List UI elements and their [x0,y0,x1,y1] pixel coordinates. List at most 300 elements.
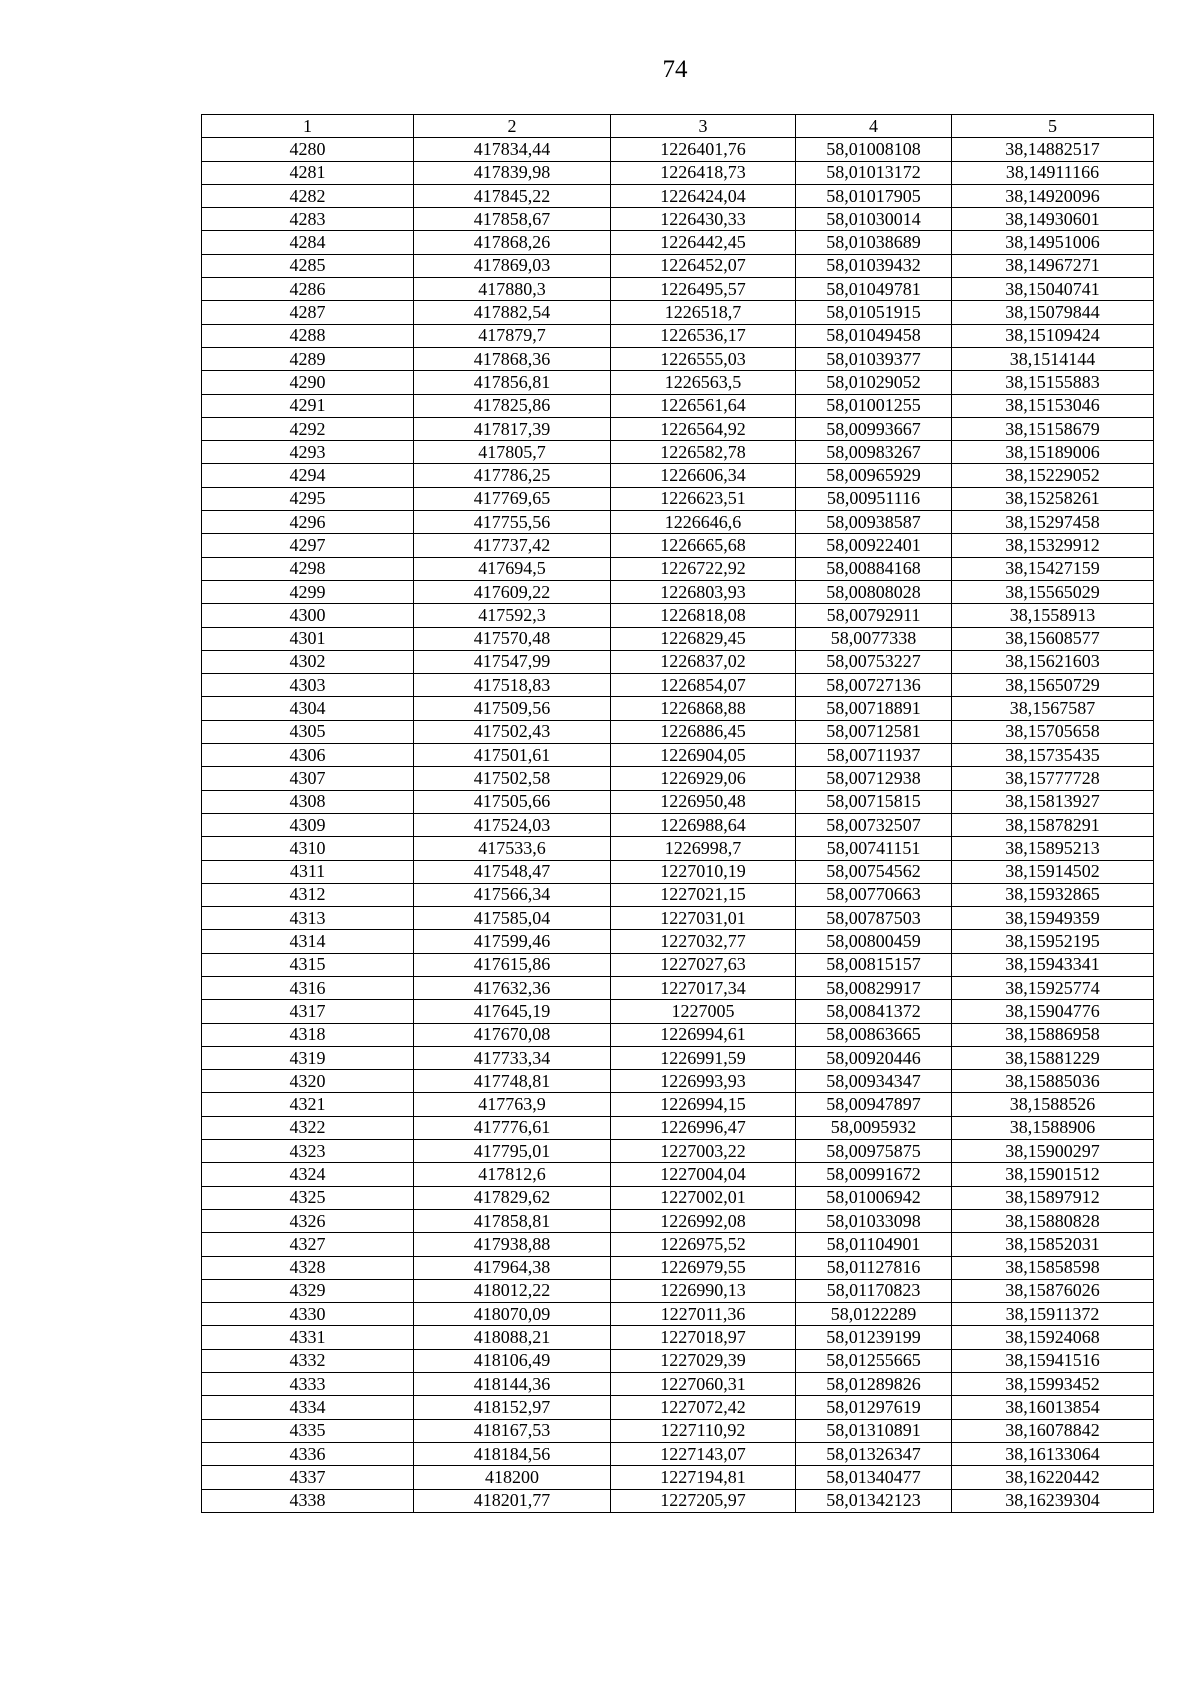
table-cell: 4300 [202,604,414,627]
table-cell: 1226518,7 [611,301,796,324]
table-cell: 417812,6 [414,1163,611,1186]
table-cell: 58,00947897 [796,1093,952,1116]
table-cell: 1226646,6 [611,511,796,534]
table-cell: 4332 [202,1349,414,1372]
table-cell: 4297 [202,534,414,557]
table-cell: 38,15705658 [952,720,1154,743]
table-cell: 38,15904776 [952,1000,1154,1023]
table-cell: 38,15153046 [952,394,1154,417]
table-cell: 38,15932865 [952,883,1154,906]
table-cell: 4301 [202,627,414,650]
table-cell: 58,00800459 [796,930,952,953]
table-cell: 1226606,34 [611,464,796,487]
table-cell: 58,01239199 [796,1326,952,1349]
table-cell: 4312 [202,883,414,906]
table-cell: 38,15876026 [952,1279,1154,1302]
table-cell: 418184,56 [414,1442,611,1465]
table-cell: 38,16239304 [952,1489,1154,1512]
table-row [202,1442,1154,1465]
table-cell: 1227017,34 [611,976,796,999]
table-cell: 4298 [202,557,414,580]
table-cell: 38,15427159 [952,557,1154,580]
table-cell: 4319 [202,1046,414,1069]
table-cell: 38,15881229 [952,1046,1154,1069]
table-cell: 58,00712581 [796,720,952,743]
table-cell: 38,15943341 [952,953,1154,976]
table-cell: 417879,7 [414,324,611,347]
table-cell: 4325 [202,1186,414,1209]
table-cell: 417748,81 [414,1070,611,1093]
table-cell: 417868,26 [414,231,611,254]
table-cell: 417856,81 [414,371,611,394]
table-cell: 38,15886958 [952,1023,1154,1046]
table-cell: 38,15941516 [952,1349,1154,1372]
table-cell: 38,16078842 [952,1419,1154,1442]
table-cell: 58,00711937 [796,744,952,767]
table-row [202,394,1154,417]
table-cell: 1227003,22 [611,1140,796,1163]
table-cell: 417776,61 [414,1116,611,1139]
table-cell: 417502,43 [414,720,611,743]
table-cell: 58,01310891 [796,1419,952,1442]
table-row [202,744,1154,767]
table-cell: 58,00753227 [796,650,952,673]
table-cell: 4287 [202,301,414,324]
table-cell: 58,0122289 [796,1303,952,1326]
table-cell: 1227002,01 [611,1186,796,1209]
table-cell: 417805,7 [414,441,611,464]
table-cell: 418167,53 [414,1419,611,1442]
table-cell: 418152,97 [414,1396,611,1419]
table-cell: 38,15735435 [952,744,1154,767]
table-row [202,324,1154,347]
table-cell: 4320 [202,1070,414,1093]
table-cell: 58,00808028 [796,580,952,603]
table-cell: 38,15901512 [952,1163,1154,1186]
table-cell: 58,01342123 [796,1489,952,1512]
table-cell: 38,15813927 [952,790,1154,813]
table-cell: 1227110,92 [611,1419,796,1442]
table-cell: 4283 [202,208,414,231]
table-cell: 417585,04 [414,907,611,930]
table-cell: 4335 [202,1419,414,1442]
table-cell: 4307 [202,767,414,790]
table-cell: 1226996,47 [611,1116,796,1139]
table-cell: 58,01039377 [796,347,952,370]
table-cell: 1227004,04 [611,1163,796,1186]
table-cell: 1227205,97 [611,1489,796,1512]
table-cell: 1227029,39 [611,1349,796,1372]
table-cell: 38,1588526 [952,1093,1154,1116]
table-cell: 417501,61 [414,744,611,767]
table-cell: 1227060,31 [611,1373,796,1396]
table-cell: 38,1558913 [952,604,1154,627]
table-row [202,1070,1154,1093]
table-row [202,1233,1154,1256]
table-cell: 1226818,08 [611,604,796,627]
table-cell: 417615,86 [414,953,611,976]
table-cell: 1226904,05 [611,744,796,767]
table-cell: 4291 [202,394,414,417]
table-cell: 4313 [202,907,414,930]
table-cell: 58,0077338 [796,627,952,650]
table-row [202,1466,1154,1489]
table-cell: 58,00815157 [796,953,952,976]
table-cell: 1226401,76 [611,138,796,161]
table-cell: 1226998,7 [611,837,796,860]
table-cell: 4302 [202,650,414,673]
table-cell: 4286 [202,278,414,301]
table-cell: 1226452,07 [611,254,796,277]
table-cell: 38,15777728 [952,767,1154,790]
table-cell: 1227011,36 [611,1303,796,1326]
table-row [202,1303,1154,1326]
table-cell: 58,00792911 [796,604,952,627]
table-row [202,1256,1154,1279]
table-cell: 417845,22 [414,184,611,207]
table-row [202,720,1154,743]
table-cell: 4333 [202,1373,414,1396]
table-cell: 4299 [202,580,414,603]
table-cell: 417868,36 [414,347,611,370]
table-cell: 38,15885036 [952,1070,1154,1093]
table-cell: 58,01289826 [796,1373,952,1396]
table-cell: 38,15189006 [952,441,1154,464]
table-row [202,1000,1154,1023]
table-cell: 58,00770663 [796,883,952,906]
table-cell: 58,00934347 [796,1070,952,1093]
table-cell: 417880,3 [414,278,611,301]
table-cell: 38,14920096 [952,184,1154,207]
table-cell: 58,01127816 [796,1256,952,1279]
table-row [202,813,1154,836]
table-row [202,161,1154,184]
table-cell: 58,01049781 [796,278,952,301]
table-cell: 417825,86 [414,394,611,417]
table-cell: 4338 [202,1489,414,1512]
table-row [202,208,1154,231]
table-cell: 1226829,45 [611,627,796,650]
table-cell: 4310 [202,837,414,860]
table-cell: 38,15911372 [952,1303,1154,1326]
page-number: 74 [662,56,688,83]
table-cell: 1227010,19 [611,860,796,883]
table-cell: 1226665,68 [611,534,796,557]
table-cell: 4329 [202,1279,414,1302]
table-cell: 417570,48 [414,627,611,650]
table-row [202,790,1154,813]
table-cell: 4293 [202,441,414,464]
table-cell: 1226868,88 [611,697,796,720]
table-row [202,1209,1154,1232]
table-row [202,254,1154,277]
table-cell: 1226722,92 [611,557,796,580]
table-cell: 58,00991672 [796,1163,952,1186]
table-cell: 4323 [202,1140,414,1163]
table-cell: 4336 [202,1442,414,1465]
table-cell: 38,15258261 [952,487,1154,510]
table-row [202,580,1154,603]
table-cell: 58,01170823 [796,1279,952,1302]
table-cell: 417755,56 [414,511,611,534]
table-cell: 417882,54 [414,301,611,324]
table-cell: 58,00951116 [796,487,952,510]
table-row [202,278,1154,301]
table-row [202,1093,1154,1116]
table-row [202,650,1154,673]
table-cell: 4330 [202,1303,414,1326]
table-cell: 58,00938587 [796,511,952,534]
table-cell: 38,1588906 [952,1116,1154,1139]
table-cell: 1226555,03 [611,347,796,370]
table-cell: 417645,19 [414,1000,611,1023]
table-cell: 58,01006942 [796,1186,952,1209]
table-cell: 4282 [202,184,414,207]
table-cell: 38,1567587 [952,697,1154,720]
table-cell: 417938,88 [414,1233,611,1256]
table-row [202,347,1154,370]
table-cell: 38,15897912 [952,1186,1154,1209]
table-cell: 38,14967271 [952,254,1154,277]
table-cell: 58,00920446 [796,1046,952,1069]
table-cell: 1226495,57 [611,278,796,301]
table-cell: 4322 [202,1116,414,1139]
table-cell: 38,15650729 [952,674,1154,697]
table-cell: 58,01013172 [796,161,952,184]
table-cell: 417547,99 [414,650,611,673]
table-row [202,1046,1154,1069]
table-cell: 417858,67 [414,208,611,231]
table-cell: 4309 [202,813,414,836]
table-cell: 4306 [202,744,414,767]
table-row [202,1489,1154,1512]
table-cell: 4296 [202,511,414,534]
table-row [202,907,1154,930]
table-cell: 417858,81 [414,1209,611,1232]
table-cell: 4294 [202,464,414,487]
table-cell: 58,01017905 [796,184,952,207]
table-cell: 4280 [202,138,414,161]
table-cell: 4317 [202,1000,414,1023]
table-cell: 58,00863665 [796,1023,952,1046]
table-cell: 38,15900297 [952,1140,1154,1163]
table-cell: 38,15608577 [952,627,1154,650]
table-cell: 417592,3 [414,604,611,627]
table-row [202,604,1154,627]
table-cell: 58,00975875 [796,1140,952,1163]
table-row [202,860,1154,883]
table-cell: 4337 [202,1466,414,1489]
table-row [202,1396,1154,1419]
table-cell: 4315 [202,953,414,976]
table-cell: 4318 [202,1023,414,1046]
table-cell: 58,01038689 [796,231,952,254]
table-cell: 58,00841372 [796,1000,952,1023]
table-cell: 417769,65 [414,487,611,510]
table-cell: 38,15949359 [952,907,1154,930]
table-cell: 417502,58 [414,767,611,790]
table-cell: 1227143,07 [611,1442,796,1465]
table-cell: 418144,36 [414,1373,611,1396]
table-cell: 58,00754562 [796,860,952,883]
column-header: 5 [952,115,1154,138]
table-cell: 58,00993667 [796,417,952,440]
table-cell: 4308 [202,790,414,813]
table-cell: 417839,98 [414,161,611,184]
table-row [202,674,1154,697]
table-cell: 1226994,61 [611,1023,796,1046]
table-cell: 38,14911166 [952,161,1154,184]
table-cell: 4281 [202,161,414,184]
table-cell: 4334 [202,1396,414,1419]
table-row [202,837,1154,860]
table-cell: 1226979,55 [611,1256,796,1279]
table-cell: 1226424,04 [611,184,796,207]
table-row [202,441,1154,464]
table-cell: 4304 [202,697,414,720]
table-cell: 1226582,78 [611,441,796,464]
column-header: 3 [611,115,796,138]
table-row [202,231,1154,254]
table-cell: 417632,36 [414,976,611,999]
table-cell: 1226561,64 [611,394,796,417]
table-cell: 417964,38 [414,1256,611,1279]
table-row [202,511,1154,534]
table-cell: 38,15109424 [952,324,1154,347]
table-row [202,767,1154,790]
table-cell: 58,01008108 [796,138,952,161]
table-cell: 417509,56 [414,697,611,720]
table-cell: 417533,6 [414,837,611,860]
table-cell: 38,15858598 [952,1256,1154,1279]
table-cell: 58,00718891 [796,697,952,720]
table-cell: 58,01051915 [796,301,952,324]
table-row [202,883,1154,906]
table-cell: 417763,9 [414,1093,611,1116]
table-cell: 418012,22 [414,1279,611,1302]
table-row [202,1279,1154,1302]
table-cell: 4288 [202,324,414,347]
table-cell: 418070,09 [414,1303,611,1326]
table-cell: 58,01297619 [796,1396,952,1419]
table-cell: 417524,03 [414,813,611,836]
coordinates-table [201,114,1154,1513]
table-cell: 38,1514144 [952,347,1154,370]
table-cell: 417566,34 [414,883,611,906]
table-cell: 417599,46 [414,930,611,953]
table-cell: 58,01030014 [796,208,952,231]
table-cell: 417670,08 [414,1023,611,1046]
table-cell: 417834,44 [414,138,611,161]
table-cell: 418201,77 [414,1489,611,1512]
table-cell: 38,15229052 [952,464,1154,487]
table-row [202,557,1154,580]
table-cell: 38,14930601 [952,208,1154,231]
table-cell: 4314 [202,930,414,953]
table-cell: 38,15952195 [952,930,1154,953]
table-cell: 4290 [202,371,414,394]
table-cell: 1226929,06 [611,767,796,790]
table-cell: 417548,47 [414,860,611,883]
table-row [202,1373,1154,1396]
table-cell: 58,00715815 [796,790,952,813]
table-cell: 58,00741151 [796,837,952,860]
table-row [202,1349,1154,1372]
table-cell: 417733,34 [414,1046,611,1069]
table-cell: 1226536,17 [611,324,796,347]
table-cell: 38,15297458 [952,511,1154,534]
table-cell: 1226992,08 [611,1209,796,1232]
table-cell: 4321 [202,1093,414,1116]
table-cell: 4305 [202,720,414,743]
table-row [202,1140,1154,1163]
table-row [202,301,1154,324]
table-cell: 58,00983267 [796,441,952,464]
table-cell: 4289 [202,347,414,370]
table-cell: 4285 [202,254,414,277]
table-cell: 1227031,01 [611,907,796,930]
table-cell: 58,00884168 [796,557,952,580]
table-cell: 38,14882517 [952,138,1154,161]
table-cell: 38,15925774 [952,976,1154,999]
table-cell: 1226950,48 [611,790,796,813]
table-cell: 1226418,73 [611,161,796,184]
table-cell: 1227072,42 [611,1396,796,1419]
table-cell: 4331 [202,1326,414,1349]
table-cell: 1226442,45 [611,231,796,254]
table-cell: 58,0095932 [796,1116,952,1139]
table-cell: 1226837,02 [611,650,796,673]
table-cell: 58,01255665 [796,1349,952,1372]
table-row [202,930,1154,953]
table-cell: 417786,25 [414,464,611,487]
table-cell: 417817,39 [414,417,611,440]
table-cell: 58,00965929 [796,464,952,487]
table-cell: 58,00712938 [796,767,952,790]
table-cell: 58,01326347 [796,1442,952,1465]
table-cell: 417737,42 [414,534,611,557]
table-cell: 38,14951006 [952,231,1154,254]
table-cell: 4328 [202,1256,414,1279]
table-cell: 58,00922401 [796,534,952,557]
table-cell: 417518,83 [414,674,611,697]
table-cell: 1226430,33 [611,208,796,231]
table-row [202,1186,1154,1209]
table-cell: 1226988,64 [611,813,796,836]
table-cell: 38,15079844 [952,301,1154,324]
table-cell: 4303 [202,674,414,697]
table-row [202,417,1154,440]
table-cell: 38,15878291 [952,813,1154,836]
table-cell: 4295 [202,487,414,510]
table-cell: 58,01104901 [796,1233,952,1256]
table-cell: 38,15621603 [952,650,1154,673]
table-cell: 58,00829917 [796,976,952,999]
table-cell: 58,01039432 [796,254,952,277]
table-row [202,534,1154,557]
table-cell: 1227021,15 [611,883,796,906]
table-cell: 38,15993452 [952,1373,1154,1396]
table-cell: 1227032,77 [611,930,796,953]
table-cell: 418088,21 [414,1326,611,1349]
table-cell: 417829,62 [414,1186,611,1209]
table-cell: 1226623,51 [611,487,796,510]
table-cell: 1226975,52 [611,1233,796,1256]
table-cell: 4284 [202,231,414,254]
column-header: 1 [202,115,414,138]
table-cell: 38,16220442 [952,1466,1154,1489]
table-cell: 1226993,93 [611,1070,796,1093]
